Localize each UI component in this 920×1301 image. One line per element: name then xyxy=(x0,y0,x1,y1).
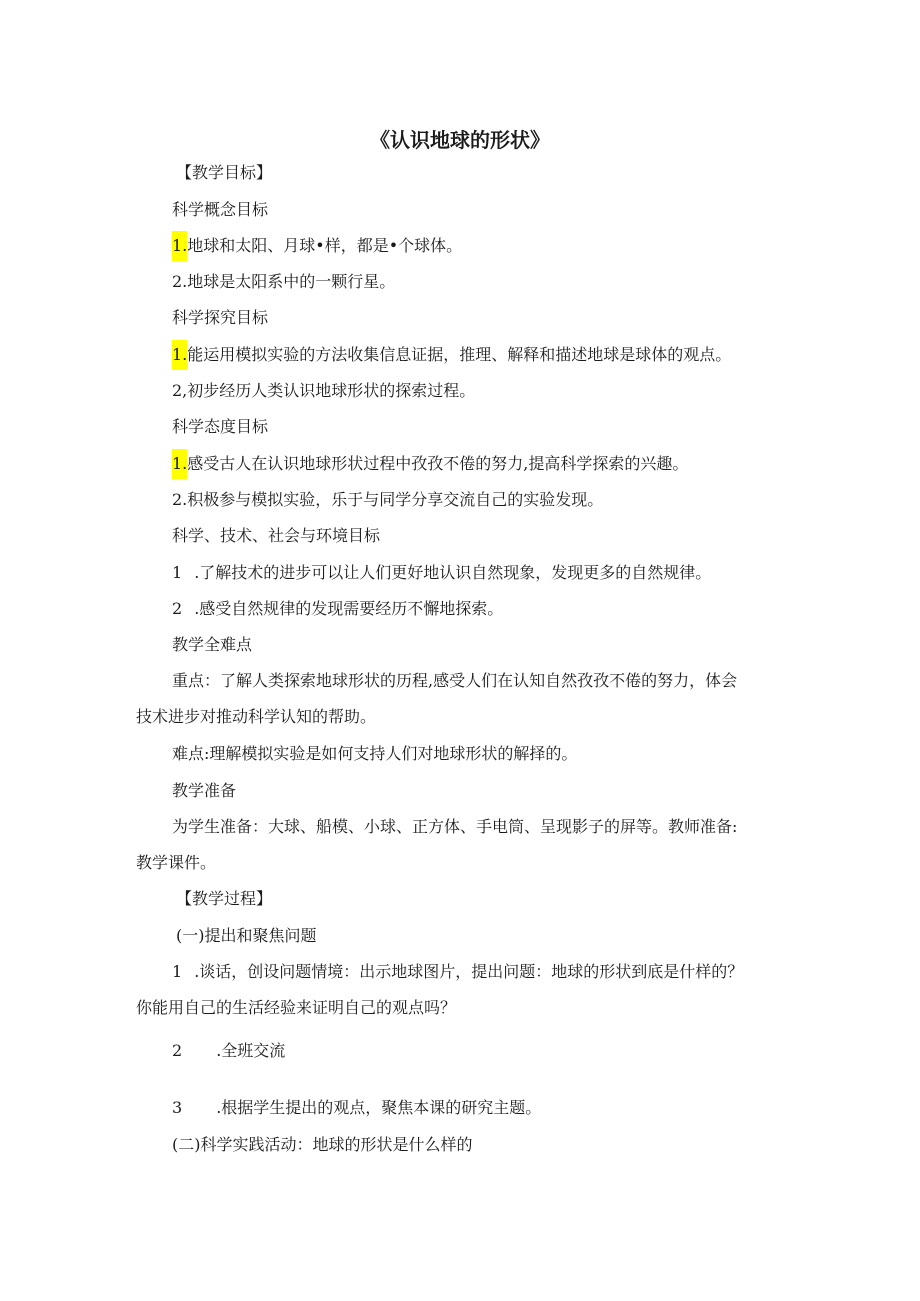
attitude-item-1-text: 感受古人在认识地球形状过程中孜孜不倦的努力,提高科学探索的兴趣。 xyxy=(187,454,689,473)
sts-item-1-text: .了解技术的进步可以让人们更好地认识自然现象，发现更多的自然规律。 xyxy=(194,563,712,582)
sts-item-2-text: .感受自然规律的发现需要经历不懈地探索。 xyxy=(194,599,504,618)
section-2-heading: (二)科学实践活动：地球的形状是什么样的 xyxy=(172,1135,473,1154)
step-2-number: 2 xyxy=(172,1041,183,1060)
inquiry-item-1-text: 能运用模拟实验的方法收集信息证据，推理、解释和描述地球是球体的观点。 xyxy=(187,345,732,364)
highlight-mark: 1. xyxy=(172,340,187,370)
sts-item-1-number: 1 xyxy=(172,563,183,582)
sts-item-2-number: 2 xyxy=(172,599,183,618)
document-title: 《认识地球的形状》 xyxy=(370,128,550,152)
step-3-text: .根据学生提出的观点，聚焦本课的研究主题。 xyxy=(216,1098,542,1117)
step-1-text: .谈话，创设问题情境：出示地球图片，提出问题：地球的形状到底是什样的？ xyxy=(194,962,744,981)
prep-line-2: 教学课件。 xyxy=(136,853,217,872)
sts-item-2 xyxy=(172,598,503,620)
step-1-line-2: 你能用自己的生活经验来证明自己的观点吗？ xyxy=(136,998,457,1017)
concept-item-2: 2.地球是太阳系中的一颗行星。 xyxy=(172,272,396,291)
objectives-heading: 【教学目标】 xyxy=(176,163,273,182)
step-3 xyxy=(172,1097,541,1119)
attitude-item-1 xyxy=(172,453,688,475)
sts-heading: 科学、技术、社会与环境目标 xyxy=(172,526,381,545)
step-3-number: 3 xyxy=(172,1098,183,1117)
highlight-mark: 1. xyxy=(172,449,187,479)
step-1-line-1 xyxy=(172,961,743,983)
attitude-item-2: 2.积极参与模拟实验，乐于与同学分享交流自己的实验发现。 xyxy=(172,490,604,509)
key-point-line-1: 重点：了解人类探索地球形状的历程,感受人们在认知自然孜孜不倦的努力，体会 xyxy=(172,671,738,690)
process-heading: 【教学过程】 xyxy=(176,889,273,908)
concept-item-1 xyxy=(172,235,462,257)
inquiry-item-1 xyxy=(172,344,731,366)
attitude-heading: 科学态度目标 xyxy=(172,417,269,436)
concept-heading: 科学概念目标 xyxy=(172,200,269,219)
concept-item-1-text: 地球和太阳、月球•样，都是•个球体。 xyxy=(187,236,463,255)
prep-line-1: 为学生准备：大球、船模、小球、正方体、手电筒、呈现影子的屏等。教师准备: xyxy=(172,817,738,836)
inquiry-heading: 科学探究目标 xyxy=(172,308,269,327)
sts-item-1 xyxy=(172,562,711,584)
step-2 xyxy=(172,1040,285,1062)
section-1-heading: (一)提出和聚焦问题 xyxy=(176,926,317,945)
difficulty-heading: 教学全难点 xyxy=(172,635,253,654)
difficult-point: 难点:理解模拟实验是如何支持人们对地球形状的解择的。 xyxy=(172,744,578,763)
step-1-number: 1 xyxy=(172,962,183,981)
prep-heading: 教学准备 xyxy=(172,781,237,800)
step-2-text: .全班交流 xyxy=(216,1041,286,1060)
key-point-line-2: 技术进步对推动科学认知的帮助。 xyxy=(136,707,377,726)
highlight-mark: 1. xyxy=(172,231,187,261)
inquiry-item-2: 2,初步经历人类认识地球形状的探索过程。 xyxy=(172,381,476,400)
